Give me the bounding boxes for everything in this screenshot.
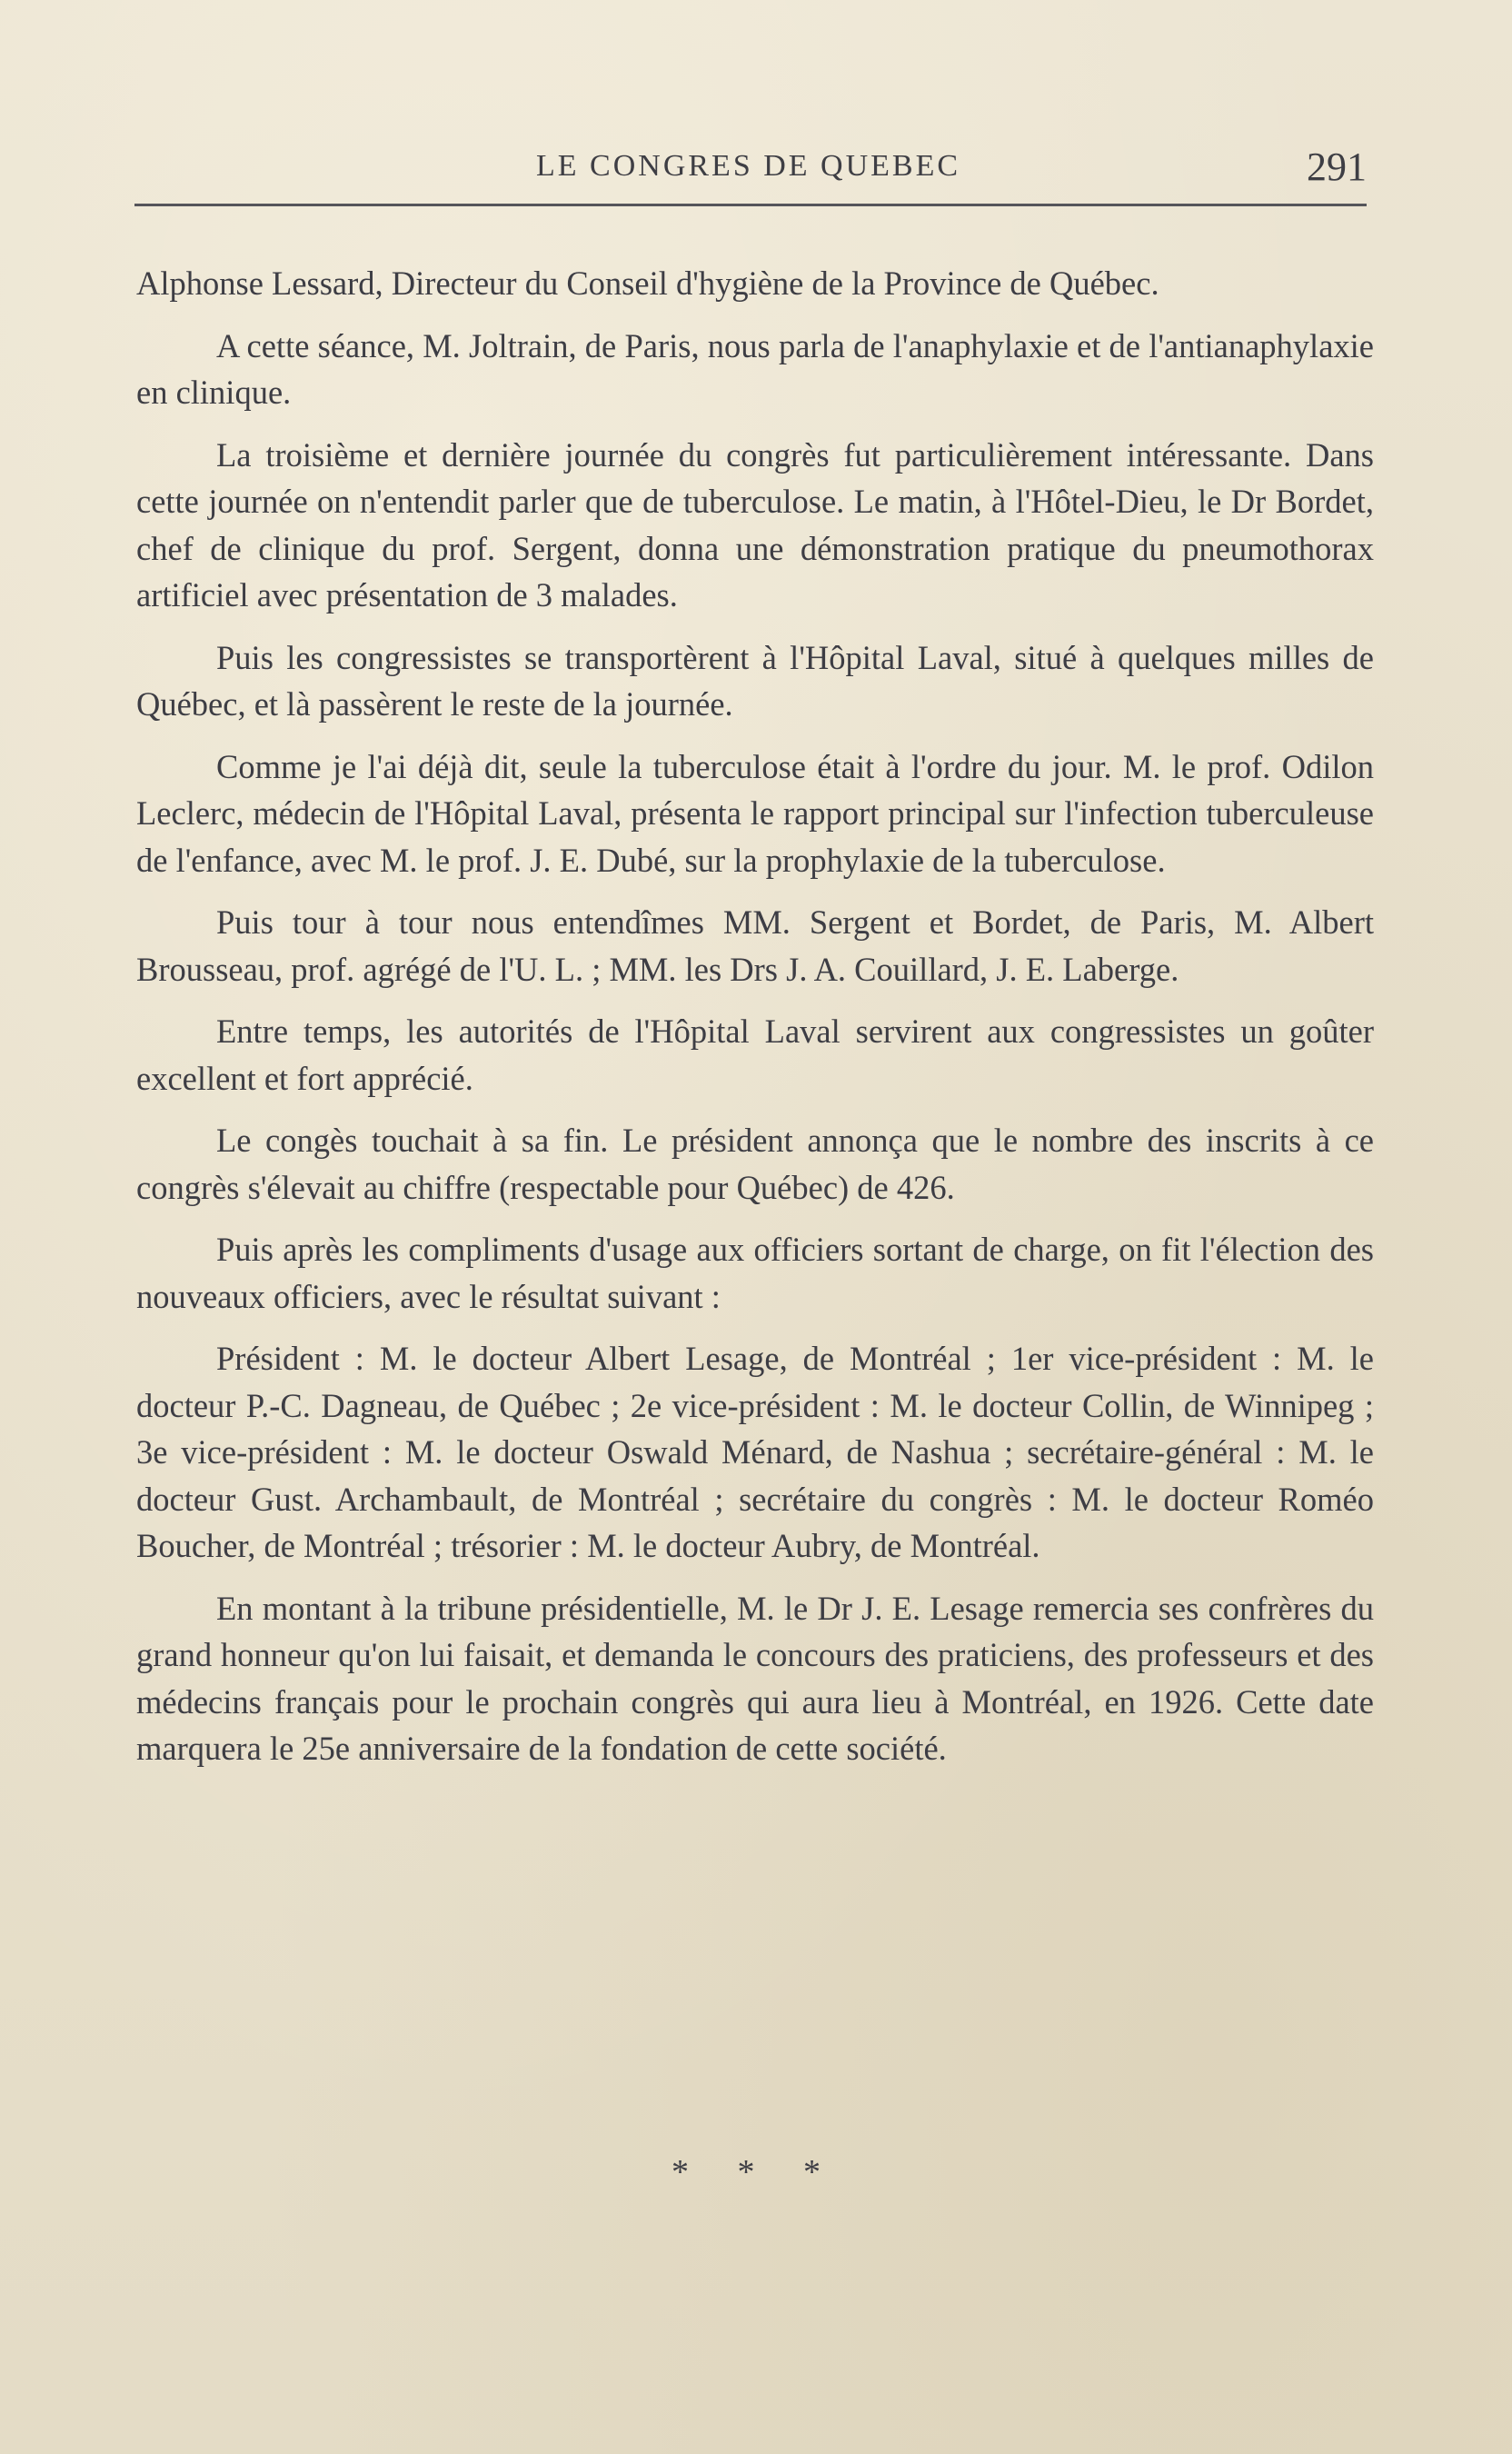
page-number: 291	[1307, 145, 1367, 189]
running-title: LE CONGRES DE QUEBEC	[536, 149, 961, 183]
paragraph-speakers: Puis tour à tour nous entendîmes MM. Sergent et Bordet, de Paris, M. Albert Brousseau, prof. agrégé de l'U. L. ; MM. les Drs J. A. Couillard, J. E. Laberge.	[136, 903, 1374, 988]
body-text	[136, 260, 1374, 1788]
running-header	[134, 144, 1367, 195]
paragraph-joltrain: A cette séance, M. Joltrain, de Paris, nous parla de l'anaphylaxie et de l'antianaphylaxie en clinique.	[136, 326, 1374, 411]
paragraph-lesage-speech: En montant à la tribune présidentielle, M. le Dr J. E. Lesage remercia ses confrères du grand honneur qu'on lui faisait, et demanda le concours des praticiens, des professeurs et des médecins français pour le prochain congrès qui aura lieu à Montréal, en 1926. Cette date marquera le 25e anniversaire de la fondation de cette société.	[136, 1589, 1374, 1767]
paragraph-lessard: Alphonse Lessard, Directeur du Conseil d'hygiène de la Province de Québec.	[136, 264, 1159, 302]
paragraph-tuberculose: Comme je l'ai déjà dit, seule la tuberculose était à l'ordre du jour. M. le prof. Odilon Leclerc, médecin de l'Hôpital Laval, présenta le rapport principal sur l'infection tuberculeuse de l'enfance, avec M. le prof. J. E. Dubé, sur la prophylaxie de la tuberculose.	[136, 747, 1374, 879]
paragraph-hopital-laval: Puis les congressistes se transportèrent à l'Hôpital Laval, situé à quelques milles de Québec, et là passèrent le reste de la journée.	[136, 638, 1374, 723]
paragraph-officers: Président : M. le docteur Albert Lesage, de Montréal ; 1er vice-président : M. le docteur P.-C. Dagneau, de Québec ; 2e vice-président : M. le docteur Collin, de Winnipeg ; 3e vice-président : M. le docteur Oswald Ménard, de Nashua ; secrétaire-général : M. le docteur Gust. Archambault, de Montréal ; secrétaire du congrès : M. le docteur Roméo Boucher, de Montréal ; trésorier : M. le docteur Aubry, de Montréal.	[136, 1340, 1374, 1564]
header-rule	[134, 204, 1367, 206]
paragraph-inscrits: Le congès touchait à sa fin. Le président annonça que le nombre des inscrits à ce congrès s'élevait au chiffre (respectable pour Québec) de 426.	[136, 1122, 1374, 1206]
paragraph-election: Puis après les compliments d'usage aux officiers sortant de charge, on fit l'élection des nouveaux officiers, avec le résultat suivant :	[136, 1231, 1374, 1315]
section-break-asterisks: * * *	[671, 2153, 841, 2191]
paragraph-third-day: La troisième et dernière journée du congrès fut particulièrement intéressante. Dans cette journée on n'entendit parler que de tuberculose. Le matin, à l'Hôtel-Dieu, le Dr Bordet, chef de clinique du prof. Sergent, donna une démonstration pratique du pneumothorax artificiel avec présentation de 3 malades.	[136, 435, 1374, 614]
paragraph-gouter: Entre temps, les autorités de l'Hôpital Laval servirent aux congressistes un goûter excellent et fort apprécié.	[136, 1013, 1374, 1097]
